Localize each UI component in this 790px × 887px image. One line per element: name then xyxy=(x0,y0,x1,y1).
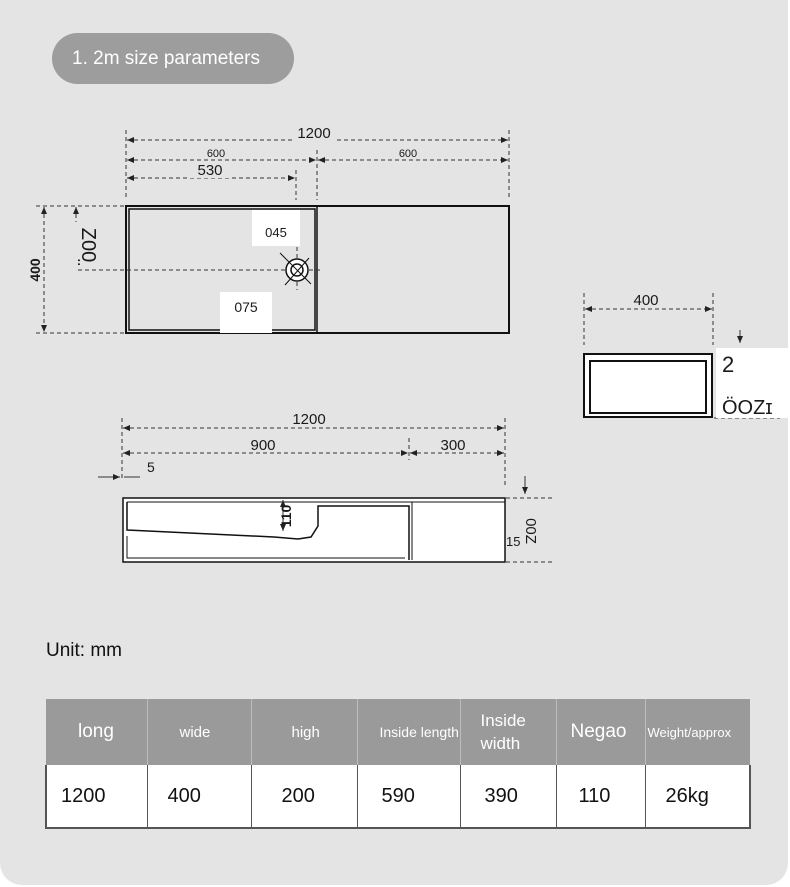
front-dim-total: 1200 xyxy=(292,411,326,428)
header-cell: high xyxy=(251,699,357,765)
top-dim-height: 400 xyxy=(27,258,43,282)
side-dim-height-a: 2 xyxy=(722,352,735,377)
header-cell: Inside width xyxy=(460,699,556,765)
value-cell: 110 xyxy=(556,765,645,828)
spec-table xyxy=(45,699,751,829)
section-title: 1. 2m size parameters xyxy=(52,33,294,84)
front-dim-deck: 300 xyxy=(440,437,466,454)
drain-icon xyxy=(280,253,311,285)
top-dim-drain-offset: Z00̤ xyxy=(77,227,99,263)
front-dim-bottom: 15 xyxy=(506,534,521,549)
front-dim-basin: 900 xyxy=(250,437,276,454)
front-dim-height: 00Z xyxy=(522,518,539,544)
top-dim-total: 1200 xyxy=(297,125,331,142)
top-view xyxy=(27,125,509,333)
front-dim-drain-depth: 110 xyxy=(278,504,294,528)
front-view xyxy=(98,410,552,562)
value-cell: 200 xyxy=(251,765,357,828)
side-dim-width: 400 xyxy=(633,292,659,309)
value-cell: 590 xyxy=(357,765,460,828)
header-cell: Negao xyxy=(556,699,645,765)
top-dim-left-half: 600 xyxy=(206,148,226,160)
header-cell: long xyxy=(46,699,147,765)
top-dim-drain-top: 045 xyxy=(265,225,287,240)
spec-header-row xyxy=(46,699,750,765)
front-dim-wall: 5 xyxy=(147,459,155,475)
unit-label: Unit: mm xyxy=(46,640,122,661)
value-cell: 26kg xyxy=(645,765,750,828)
header-cell: Weight/approx xyxy=(645,699,750,765)
spec-value-row xyxy=(46,765,750,828)
side-view xyxy=(584,290,790,419)
header-cell: Inside length xyxy=(357,699,460,765)
value-cell: 400 xyxy=(147,765,251,828)
side-dim-height-b: ÖOZɪ xyxy=(722,397,773,419)
header-cell: wide xyxy=(147,699,251,765)
top-dim-right-half: 600 xyxy=(398,148,418,160)
top-dim-drain-bottom: 075 xyxy=(234,299,258,315)
top-dim-basin-length: 530 xyxy=(197,162,223,179)
value-cell: 390 xyxy=(460,765,556,828)
value-cell: 1200 xyxy=(46,765,147,828)
